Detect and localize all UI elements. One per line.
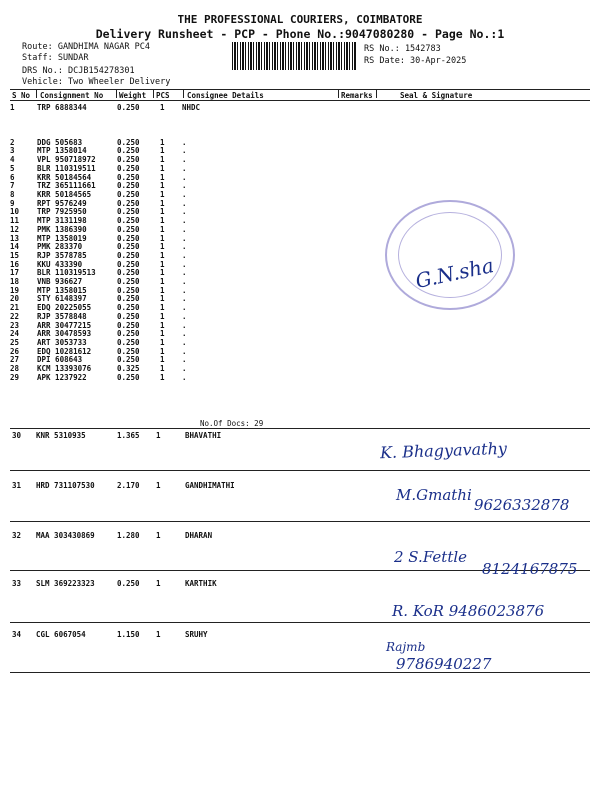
weight: 0.250 [117,250,140,260]
serial-number: 7 [10,181,15,191]
serial-number: 29 [10,372,20,382]
pieces: 1 [156,431,161,440]
pieces: 1 [156,531,161,540]
serial-number: 28 [10,364,20,374]
consignment-number: CGL 6067054 [36,630,86,639]
consignment-number: STY 6148397 [37,294,87,304]
consignee-name: BHAVATHI [185,431,222,440]
rs-number: RS No.: 1542783 [364,44,441,54]
col-sno: S No [12,91,31,100]
weight: 0.250 [117,285,140,295]
col-weight: Weight [119,91,147,100]
signature-row-32: 2 S.Fettle [394,548,468,566]
pieces: 1 [160,163,165,173]
pieces: 1 [160,372,165,382]
pieces: 1 [160,242,165,252]
consignee-name: . [182,346,187,356]
consignment-number: KCM 13393076 [37,364,92,374]
serial-number: 16 [10,259,20,269]
consignee-name: . [182,320,187,330]
weight: 0.250 [117,189,140,199]
consignee-name: . [182,364,187,374]
weight: 0.250 [117,181,140,191]
consignee-name: DHARAN [185,531,213,540]
serial-number: 5 [10,163,15,173]
pieces: 1 [160,311,165,321]
pieces: 1 [156,630,161,639]
weight: 0.250 [117,198,140,208]
pieces: 1 [156,579,161,588]
pieces: 1 [156,481,161,490]
consignee-name: . [182,285,187,295]
serial-number: 1 [10,103,15,112]
consignment-number: BLR 110319513 [37,268,96,278]
pieces: 1 [160,329,165,339]
phone-row-34: 9786940227 [396,655,492,673]
docs-count: No.Of Docs: 29 [200,419,264,428]
consignee-name: . [182,355,187,365]
weight: 0.250 [117,224,140,234]
consignment-number: RJP 3578848 [37,311,87,321]
consignment-number: MTP 1358019 [37,233,87,243]
weight: 0.250 [117,329,140,339]
weight: 1.365 [117,431,140,440]
vehicle-label: Vehicle: Two Wheeler Delivery [22,77,171,87]
consignee-name: . [182,172,187,182]
consignment-number: KRR 50184565 [37,189,92,199]
consignee-name: . [182,337,187,347]
drs-number: DRS No.: DCJB154278301 [22,66,135,76]
pieces: 1 [160,250,165,260]
consignment-number: HRD 731107530 [36,481,95,490]
consignment-number: ART 3053733 [37,337,87,347]
weight: 0.250 [117,137,140,147]
weight: 0.250 [117,172,140,182]
serial-number: 31 [12,481,22,490]
weight: 0.250 [117,146,140,156]
consignment-number: TRP 6888344 [37,103,87,112]
consignment-number: DPI 608643 [37,355,83,365]
consignee-name: SRUHY [185,630,208,639]
serial-number: 4 [10,155,15,165]
weight: 0.250 [117,346,140,356]
serial-number: 32 [12,531,22,540]
consignee-name: . [182,146,187,156]
weight: 1.280 [117,531,140,540]
weight: 0.250 [117,259,140,269]
consignment-number: RJP 3578785 [37,250,87,260]
pieces: 1 [160,198,165,208]
weight: 0.250 [117,216,140,226]
pieces: 1 [160,294,165,304]
serial-number: 30 [12,431,22,440]
weight: 2.170 [117,481,140,490]
consignee-name: . [182,250,187,260]
serial-number: 17 [10,268,20,278]
pieces: 1 [160,137,165,147]
consignee-name: . [182,372,187,382]
consignment-number: TRP 7925950 [37,207,87,217]
pieces: 1 [160,337,165,347]
pieces: 1 [160,224,165,234]
serial-number: 12 [10,224,20,234]
pieces: 1 [160,259,165,269]
consignee-name: . [182,268,187,278]
serial-number: 13 [10,233,20,243]
consignment-number: PMK 1386390 [37,224,87,234]
consignee-name: . [182,137,187,147]
weight: 0.250 [117,242,140,252]
serial-number: 25 [10,337,20,347]
serial-number: 11 [10,216,20,226]
pieces: 1 [160,155,165,165]
weight: 0.250 [117,163,140,173]
consignee-name: . [182,163,187,173]
consignee-name: KARTHIK [185,579,217,588]
serial-number: 2 [10,137,15,147]
route-label: Route: GANDHIMA NAGAR PC4 [22,42,150,52]
serial-number: 27 [10,355,20,365]
consignment-number: RPT 9576249 [37,198,87,208]
pieces: 1 [160,346,165,356]
consignee-name: . [182,216,187,226]
serial-number: 6 [10,172,15,182]
consignee-name: . [182,198,187,208]
serial-number: 21 [10,303,20,313]
pieces: 1 [160,303,165,313]
consignment-number: VNB 936627 [37,277,83,287]
consignment-number: SLM 369223323 [36,579,95,588]
weight: 0.250 [117,303,140,313]
weight: 1.150 [117,630,140,639]
consignment-number: KRR 50184564 [37,172,92,182]
consignee-name: NHDC [182,103,201,112]
consignee-name: . [182,189,187,199]
staff-label: Staff: SUNDAR [22,53,89,63]
consignment-number: KNR 5310935 [36,431,86,440]
rs-date: RS Date: 30-Apr-2025 [364,56,467,66]
weight: 0.250 [117,294,140,304]
consignment-number: EDQ 10281612 [37,346,92,356]
consignee-name: . [182,259,187,269]
consignment-number: EDQ 20225055 [37,303,92,313]
consignment-number: TRZ 365111661 [37,181,96,191]
serial-number: 3 [10,146,15,156]
serial-number: 19 [10,285,20,295]
col-seal: Seal & Signature [400,91,473,100]
col-consignment: Consignment No [40,91,104,100]
pieces: 1 [160,103,165,112]
serial-number: 22 [10,311,20,321]
serial-number: 8 [10,189,15,199]
consignee-name: . [182,329,187,339]
consignment-number: ARR 30477215 [37,320,92,330]
consignment-number: APK 1237922 [37,372,87,382]
serial-number: 20 [10,294,20,304]
phone-row-31: 9626332878 [474,496,570,514]
serial-number: 24 [10,329,20,339]
consignee-name: . [182,155,187,165]
pieces: 1 [160,268,165,278]
serial-number: 15 [10,250,20,260]
weight: 0.250 [117,268,140,278]
weight: 0.250 [117,311,140,321]
weight: 0.250 [117,103,140,112]
col-pcs: PCS [156,91,170,100]
signature-row-33: R. KoR 9486023876 [392,602,545,620]
consignee-name: . [182,233,187,243]
weight: 0.250 [117,579,140,588]
weight: 0.250 [117,355,140,365]
consignee-name: . [182,181,187,191]
serial-number: 18 [10,277,20,287]
pieces: 1 [160,146,165,156]
consignment-number: MTP 1358015 [37,285,87,295]
signature-row-31: M.Gmathi [396,486,472,504]
phone-row-32: 8124167875 [482,560,578,578]
weight: 0.250 [117,277,140,287]
serial-number: 9 [10,198,15,208]
consignment-number: DDG 505683 [37,137,83,147]
signature-row-30: K. Bhagyavathy [379,438,508,463]
serial-number: 34 [12,630,22,639]
consignment-number: MTP 1358014 [37,146,87,156]
weight: 0.250 [117,320,140,330]
consignee-name: . [182,277,187,287]
consignee-name: . [182,311,187,321]
weight: 0.250 [117,372,140,382]
pieces: 1 [160,207,165,217]
pieces: 1 [160,216,165,226]
consignee-name: . [182,224,187,234]
weight: 0.325 [117,364,140,374]
consignee-name: . [182,294,187,304]
serial-number: 14 [10,242,20,252]
consignee-name: . [182,303,187,313]
pieces: 1 [160,320,165,330]
pieces: 1 [160,189,165,199]
pieces: 1 [160,233,165,243]
weight: 0.250 [117,233,140,243]
serial-number: 10 [10,207,20,217]
serial-number: 23 [10,320,20,330]
consignee-name: GANDHIMATHI [185,481,235,490]
company-title: THE PROFESSIONAL COURIERS, COIMBATORE [177,13,423,26]
weight: 0.250 [117,337,140,347]
consignment-number: BLR 110319511 [37,163,96,173]
consignment-number: MAA 303430869 [36,531,95,540]
weight: 0.250 [117,207,140,217]
serial-number: 33 [12,579,22,588]
pieces: 1 [160,181,165,191]
runsheet-subtitle: Delivery Runsheet - PCP - Phone No.:9047080280 - Page No.:1 [95,27,505,41]
col-consignee: Consignee Details [187,91,264,100]
consignment-number: ARR 30478593 [37,329,92,339]
pieces: 1 [160,355,165,365]
pieces: 1 [160,364,165,374]
pieces: 1 [160,172,165,182]
consignment-number: PMK 283370 [37,242,83,252]
consignment-number: MTP 3131198 [37,216,87,226]
consignee-name: . [182,242,187,252]
consignment-number: KKU 433390 [37,259,83,269]
serial-number: 26 [10,346,20,356]
pieces: 1 [160,285,165,295]
pieces: 1 [160,277,165,287]
consignment-number: VPL 950718972 [37,155,96,165]
col-remarks: Remarks [341,91,373,100]
signature-row-34: Rajmb [386,640,426,654]
stamp-signature: G.N.sha [413,253,496,294]
weight: 0.250 [117,155,140,165]
consignee-name: . [182,207,187,217]
